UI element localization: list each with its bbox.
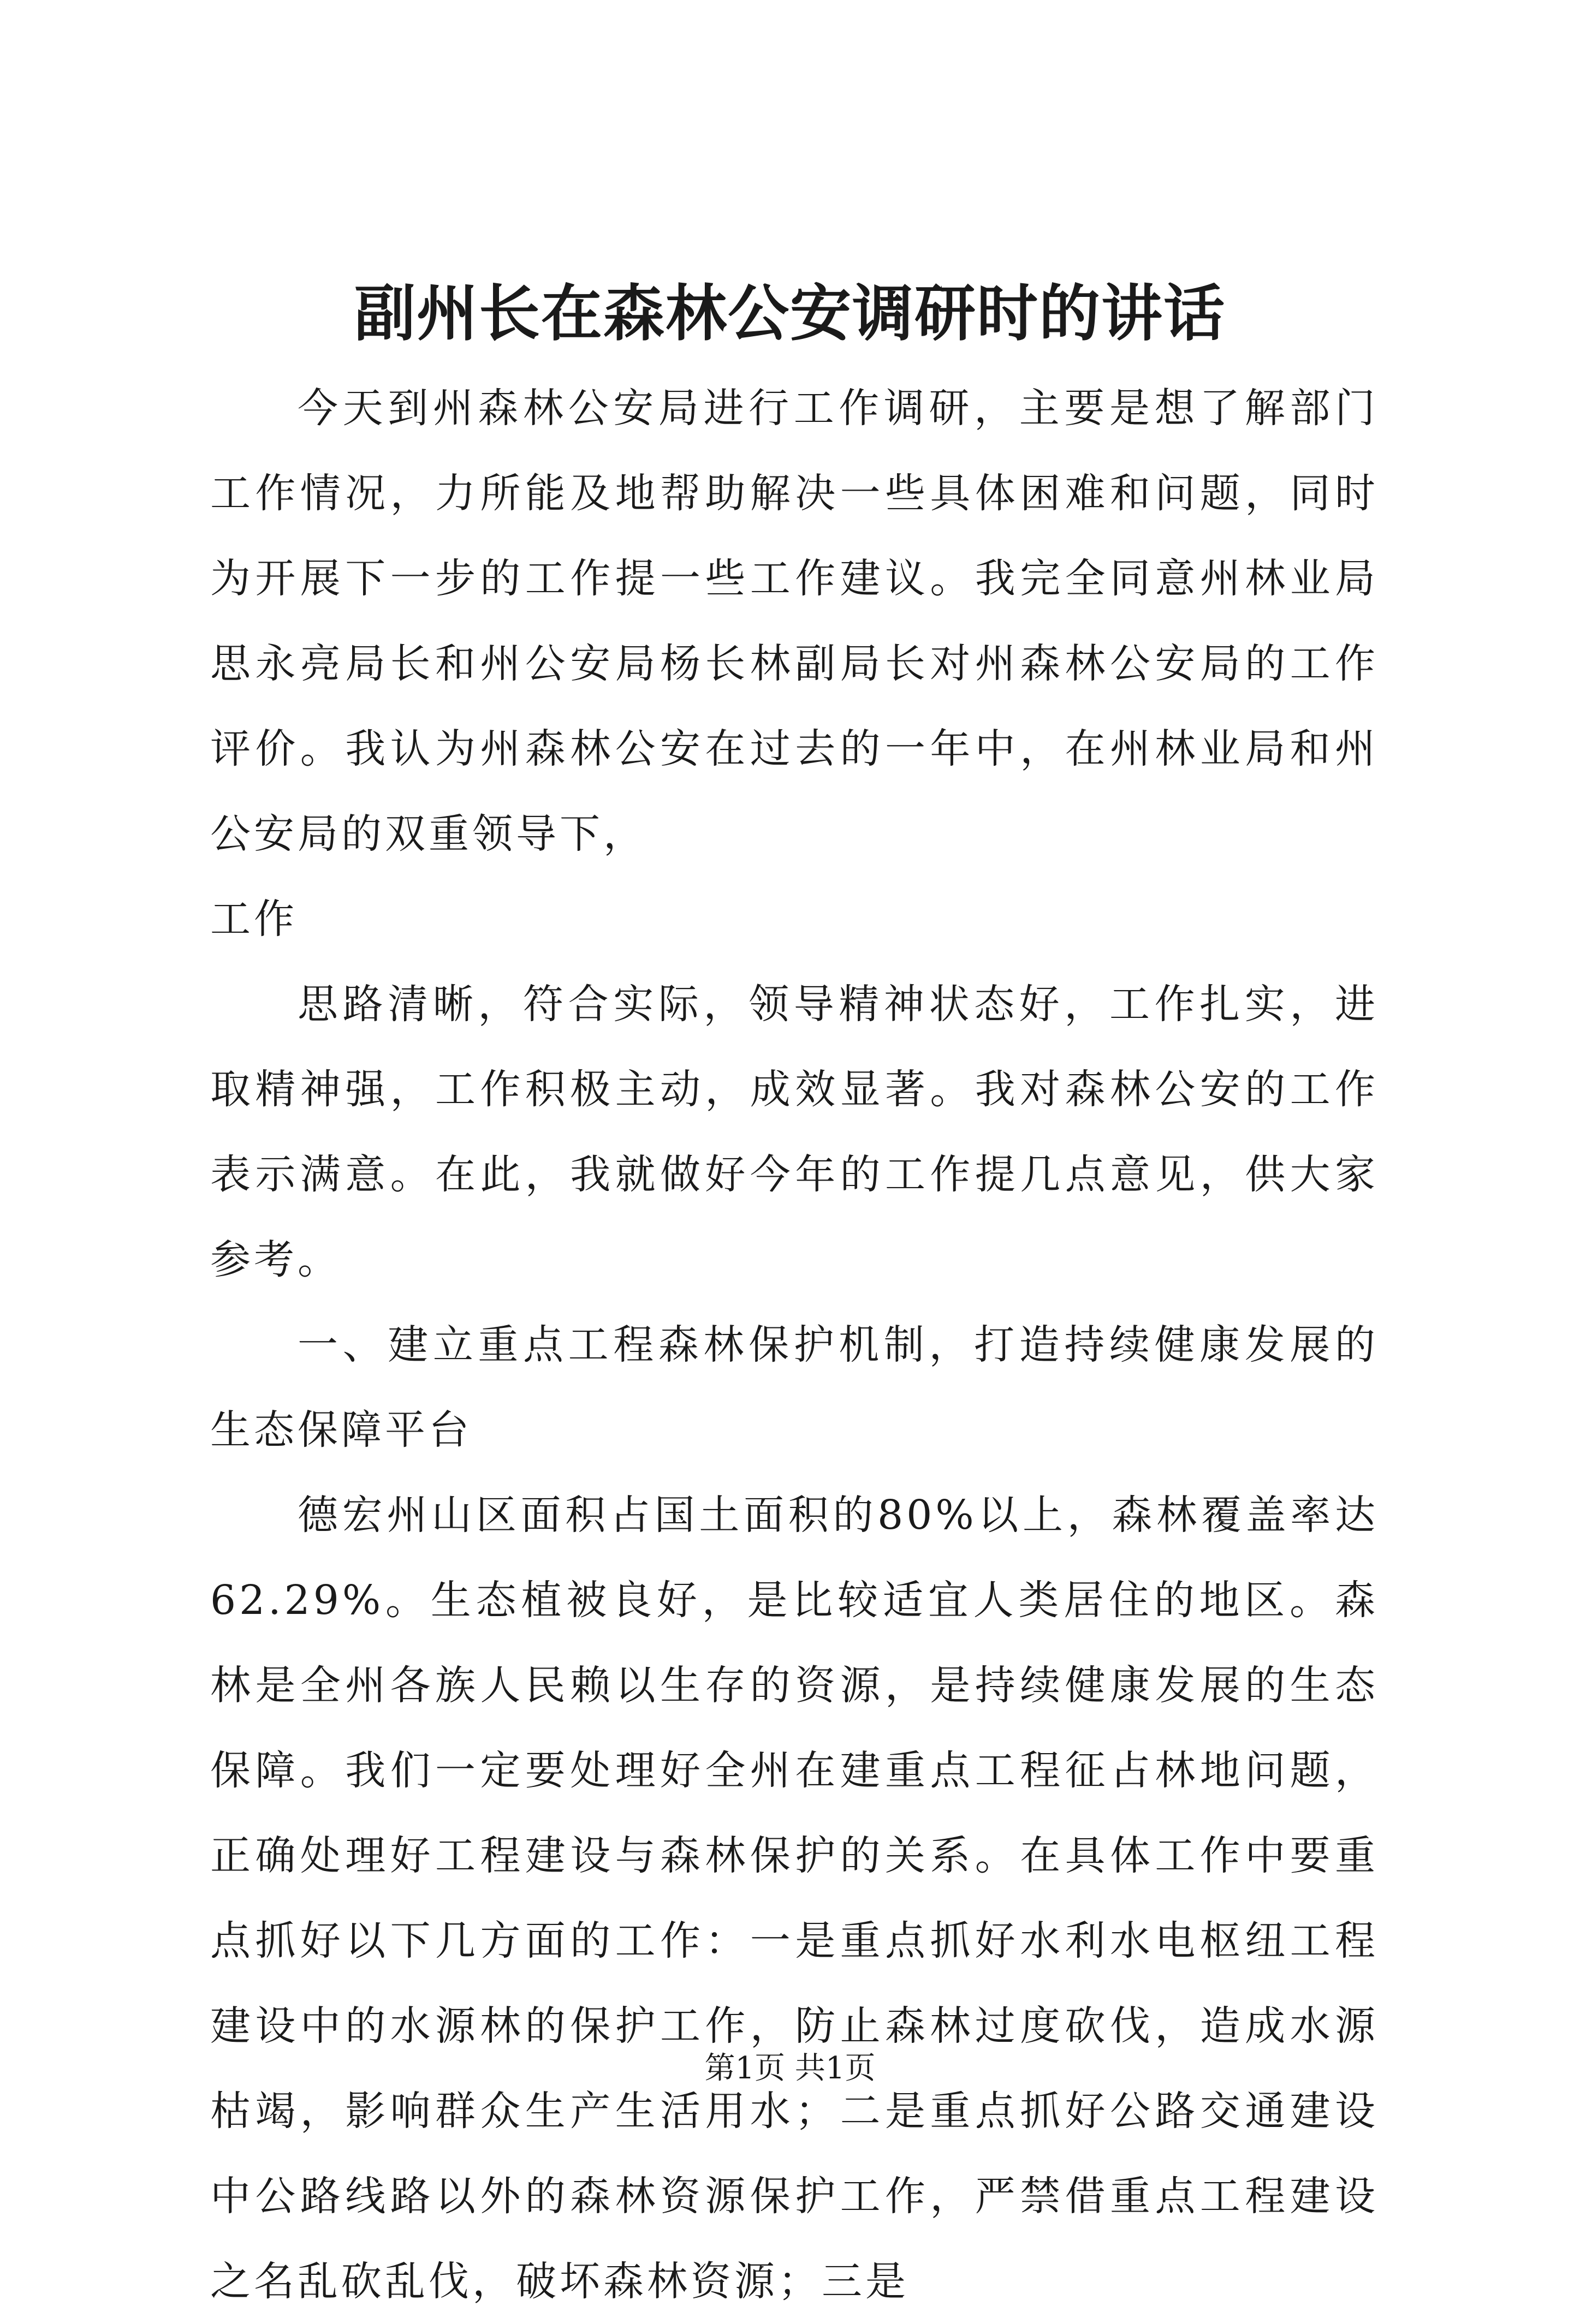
paragraph-1: 今天到州森林公安局进行工作调研，主要是想了解部门工作情况，力所能及地帮助解决一些具体困难和问题，同时为开展下一步的工作提一些工作建议。我完全同意州林业局思永亮局长和州公安局杨长林副局长对州森林公安局的工作评价。我认为州森林公安在过去的一年中，在州林业局和州公安局的双重领导下， xyxy=(210,385,1379,857)
paragraph-2: 工作 xyxy=(210,896,298,943)
document-body xyxy=(210,366,1379,2324)
document-title: 副州长在森林公安调研时的讲话 xyxy=(354,278,1226,349)
paragraph-4: 德宏州山区面积占国土面积的80%以上，森林覆盖率达62.29%。生态植被良好，是比较适宜人类居住的地区。森林是全州各族人民赖以生存的资源，是持续健康发展的生态保障。我们一定要处理好全州在建重点工程征占林地问题，正确处理好工程建设与森林保护的关系。在具体工作中要重点抓好以下几方面的工作：一是重点抓好水利水电枢纽工程建设中的水源林的保护工作，防止森林过度砍伐，造成水源枯竭，影响群众生产生活用水；二是重点抓好公路交通建设中公路线路以外的森林资源保护工作，严禁借重点工程建设之名乱砍乱伐，破坏森林资源；三是 xyxy=(210,1492,1379,2305)
page-footer: 第1页 共1页 xyxy=(704,2051,876,2086)
paragraph-3: 思路清晰，符合实际，领导精神状态好，工作扎实，进取精神强，工作积极主动，成效显著。我对森林公安的工作表示满意。在此，我就做好今年的工作提几点意见，供大家参考。 xyxy=(210,981,1379,1283)
section-heading-1: 一、建立重点工程森林保护机制，打造持续健康发展的生态保障平台 xyxy=(210,1321,1379,1453)
